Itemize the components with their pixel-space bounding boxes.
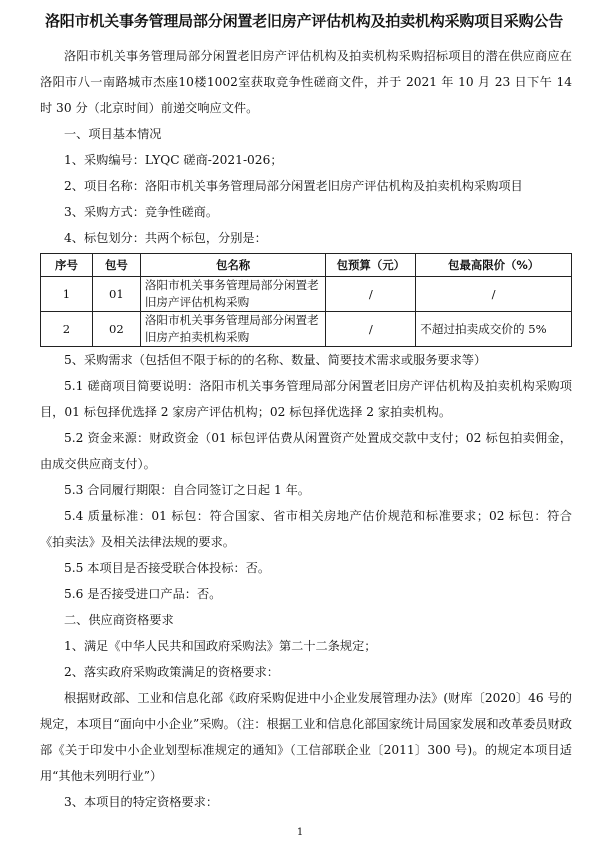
cell-max-price: 不超过拍卖成交价的 5% <box>416 312 572 347</box>
requirements-heading: 5、采购需求（包括但不限于标的的名称、数量、简要技术需求或服务要求等） <box>64 353 487 367</box>
requirement-5-1: 5.1 磋商项目简要说明：洛阳市机关事务管理局部分闲置老旧房产评估机构及拍卖机构采购项目，01 标包择优选择 2 家房产评估机构；02 标包择优选择 2 家拍卖机构。 <box>40 379 572 419</box>
lot-table <box>40 253 572 347</box>
cell-seq: 2 <box>41 312 93 347</box>
requirement-5-2: 5.2 资金来源：财政资金（01 标包评估费从闲置资产处置成交款中支付；02 标包拍卖佣金，由成交供应商支付）。 <box>40 431 572 471</box>
cell-lot-number: 01 <box>92 277 140 312</box>
qualification-2: 2、落实政府采购政策满足的资格要求： <box>64 665 279 679</box>
cell-seq: 1 <box>41 277 93 312</box>
project-name: 2、项目名称：洛阳市机关事务管理局部分闲置老旧房产评估机构及拍卖机构采购项目 <box>64 179 523 193</box>
qualification-3: 3、本项目的特定资格要求： <box>64 795 219 809</box>
cell-lot-number: 02 <box>92 312 140 347</box>
page-number: 1 <box>296 827 304 838</box>
column-header: 包最高限价（%） <box>416 254 572 277</box>
table-header-row <box>41 254 572 277</box>
cell-budget: / <box>326 312 416 347</box>
requirement-5-4: 5.4 质量标准：01 标包：符合国家、省市相关房地产估价规范和标准要求；02 标包：符合《拍卖法》及相关法律法规的要求。 <box>40 509 572 549</box>
procurement-method: 3、采购方式：竞争性磋商。 <box>64 205 219 219</box>
requirement-5-6: 5.6 是否接受进口产品：否。 <box>64 587 222 601</box>
section-1-heading: 一、项目基本情况 <box>64 127 162 141</box>
intro-paragraph: 洛阳市机关事务管理局部分闲置老旧房产评估机构及拍卖机构采购招标项目的潜在供应商应在洛阳市八一南路城市杰座10楼1002室获取竞争性磋商文件，并于 2021 年 10 月 23 日下午 14 时 30 分（北京时间）前递交响应文件。 <box>40 49 572 115</box>
lot-division: 4、标包划分：共两个标包，分别是： <box>64 231 267 245</box>
requirement-5-3: 5.3 合同履行期限：自合同签订之日起 1 年。 <box>64 483 310 497</box>
column-header: 包号 <box>92 254 140 277</box>
page-title: 洛阳市机关事务管理局部分闲置老旧房产评估机构及拍卖机构采购项目采购公告 <box>44 12 563 30</box>
sme-policy-paragraph: 根据财政部、工业和信息化部《政府采购促进中小企业发展管理办法》(财库〔2020〕46 号的规定，本项目“面向中小企业”采购。（注：根据工业和信息化部国家统计局国家发展和改革委员财政部《关于印发中小企业划型标准规定的通知》（工信部联企业〔2011〕300 号)。的规定本项目适用“其他未列明行业”） <box>40 691 572 783</box>
cell-lot-name: 洛阳市机关事务管理局部分闲置老旧房产拍卖机构采购 <box>140 312 326 347</box>
qualification-1: 1、满足《中华人民共和国政府采购法》第二十二条规定； <box>64 639 377 653</box>
cell-max-price: / <box>416 277 572 312</box>
column-header: 包预算（元） <box>326 254 416 277</box>
cell-budget: / <box>326 277 416 312</box>
procurement-number: 1、采购编号：LYQC 磋商-2021-026； <box>64 153 283 167</box>
requirement-5-5: 5.5 本项目是否接受联合体投标：否。 <box>64 561 271 575</box>
column-header: 包名称 <box>140 254 326 277</box>
table-row <box>41 277 572 312</box>
section-2-heading: 二、供应商资格要求 <box>64 613 174 627</box>
column-header: 序号 <box>41 254 93 277</box>
table-row <box>41 312 572 347</box>
cell-lot-name: 洛阳市机关事务管理局部分闲置老旧房产评估机构采购 <box>140 277 326 312</box>
